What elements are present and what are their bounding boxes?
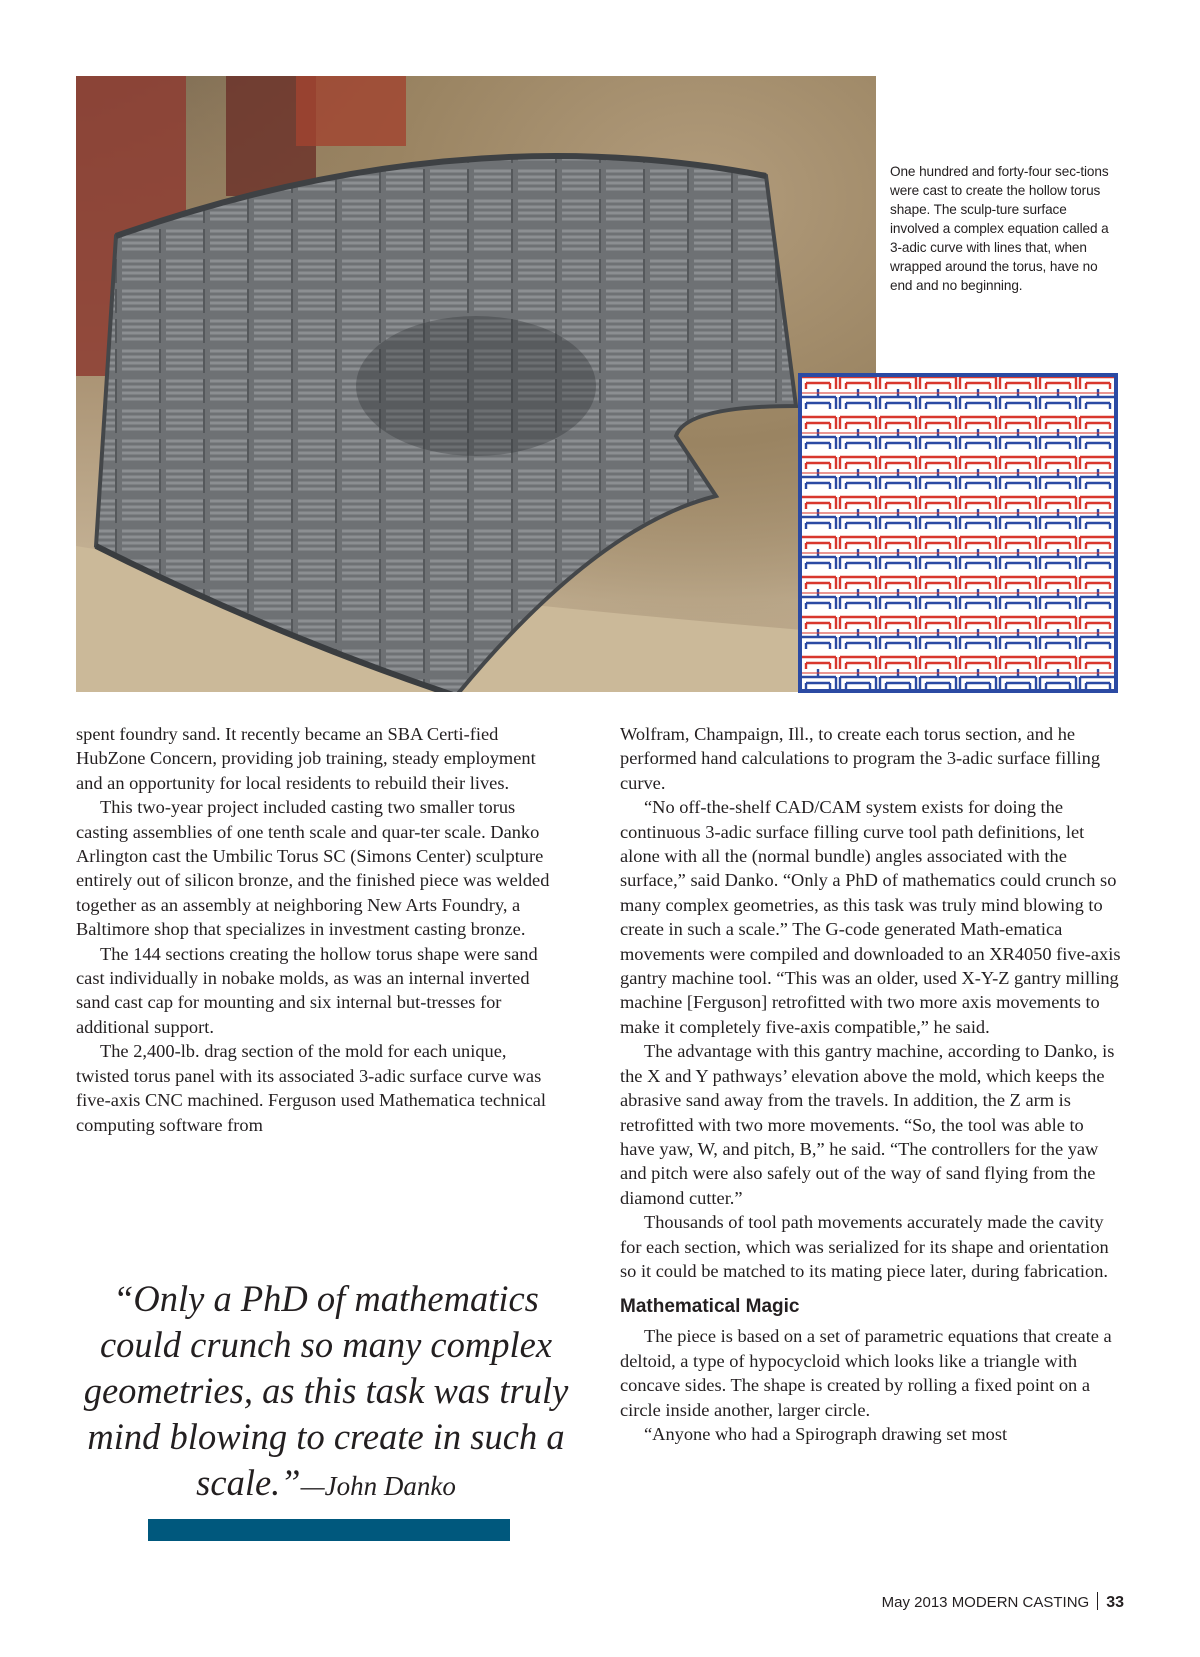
issue-date: May 2013 xyxy=(881,1594,948,1611)
torus-section-photo xyxy=(76,76,876,692)
page-number: 33 xyxy=(1106,1594,1124,1611)
pull-quote-attribution: —John Danko xyxy=(300,1471,456,1501)
curve-pattern-svg xyxy=(798,373,1118,693)
page-footer xyxy=(882,1592,1124,1613)
col1-paragraph-2: This two-year project included casting two smaller torus casting assemblies of one tenth scale and quar-ter scale. Danko Arlington cast the Umbilic Torus SC (Simons Center) sculpture entirely out of silicon bronze, and the finished piece was welded together as an assembly at neighboring New Arts Foundry, a Baltimore shop that specializes in investment casting bronze. xyxy=(76,797,550,940)
red-bin xyxy=(296,76,406,146)
col2-paragraph-5: The piece is based on a set of parametric equations that create a deltoid, a type of hypocycloid which looks like a triangle with concave sides. The shape is created by rolling a fixed point on a circle inside another, larger circle. xyxy=(620,1326,1112,1420)
figure-caption: One hundred and forty-four sec-tions were cast to create the hollow torus shape. The sculp-ture surface involved a complex equation called a 3-adic curve with lines that, when wrapped around the torus, have no end and no beginning. xyxy=(890,164,1109,293)
col2-paragraph-6: “Anyone who had a Spirograph drawing set most xyxy=(644,1423,1008,1444)
pull-quote-text: “Only a PhD of mathematics could crunch so many complex geometries, as this task was truly mind blowing to create in such a scale.” xyxy=(83,1278,569,1503)
publication-name: MODERN CASTING xyxy=(951,1594,1090,1611)
casting-illustration xyxy=(76,76,876,692)
3-adic-curve-pattern xyxy=(798,373,1118,693)
col1-paragraph-1: spent foundry sand. It recently became an SBA Certi-fied HubZone Concern, providing job training, steady employment and an opportunity for local residents to rebuild their lives. xyxy=(76,724,536,793)
col1-paragraph-3: The 144 sections creating the hollow torus shape were sand cast individually in nobake molds, as was an internal inverted sand cast cap for mounting and six internal but-tresses for additional support. xyxy=(76,943,538,1037)
col2-paragraph-2: “No off-the-shelf CAD/CAM system exists for doing the continuous 3-adic surface filling curve tool path definitions, let alone with all the (normal bundle) angles associated with the surface,” said Danko. “Only a PhD of mathematics could crunch so many complex geometries, as this task was truly mind blowing to create in such a scale.” The G-code generated Math-ematica movements were compiled and downloaded to an XR4050 five-axis gantry machine tool. “This was an older, used X-Y-Z gantry milling machine [Ferguson] retrofitted with two more axis movements to make it completely five-axis compatible,” he said. xyxy=(620,797,1121,1037)
col2-paragraph-1: Wolfram, Champaign, Ill., to create each torus section, and he performed hand calculations to program the 3-adic surface filling curve. xyxy=(620,724,1101,793)
col2-paragraph-3: The advantage with this gantry machine, according to Danko, is the X and Y pathways’ elevation above the mold, which keeps the abrasive sand away from the travels. In addition, the Z arm is retrofitted with two more movements. “So, the tool was able to have yaw, W, and pitch, B,” he said. “The controllers for the yaw and pitch were also safely out of the way of sand flying from the diamond cutter.” xyxy=(620,1041,1115,1208)
pull-quote xyxy=(76,1276,576,1509)
col2-paragraph-4: Thousands of tool path movements accurately made the cavity for each section, which was serialized for its shape and orientation so it could be matched to its mating piece later, during fabrication. xyxy=(620,1212,1109,1281)
footer-divider xyxy=(1097,1592,1098,1610)
col1-paragraph-4: The 2,400-lb. drag section of the mold for each unique, twisted torus panel with its associated 3-adic surface curve was five-axis CNC machined. Ferguson used Mathematica technical computing software from xyxy=(76,1041,547,1135)
article-column-2 xyxy=(620,722,1122,1446)
pull-quote-bar xyxy=(148,1519,510,1541)
article-column-1 xyxy=(76,722,554,1137)
section-subhead: Mathematical Magic xyxy=(620,1296,800,1318)
